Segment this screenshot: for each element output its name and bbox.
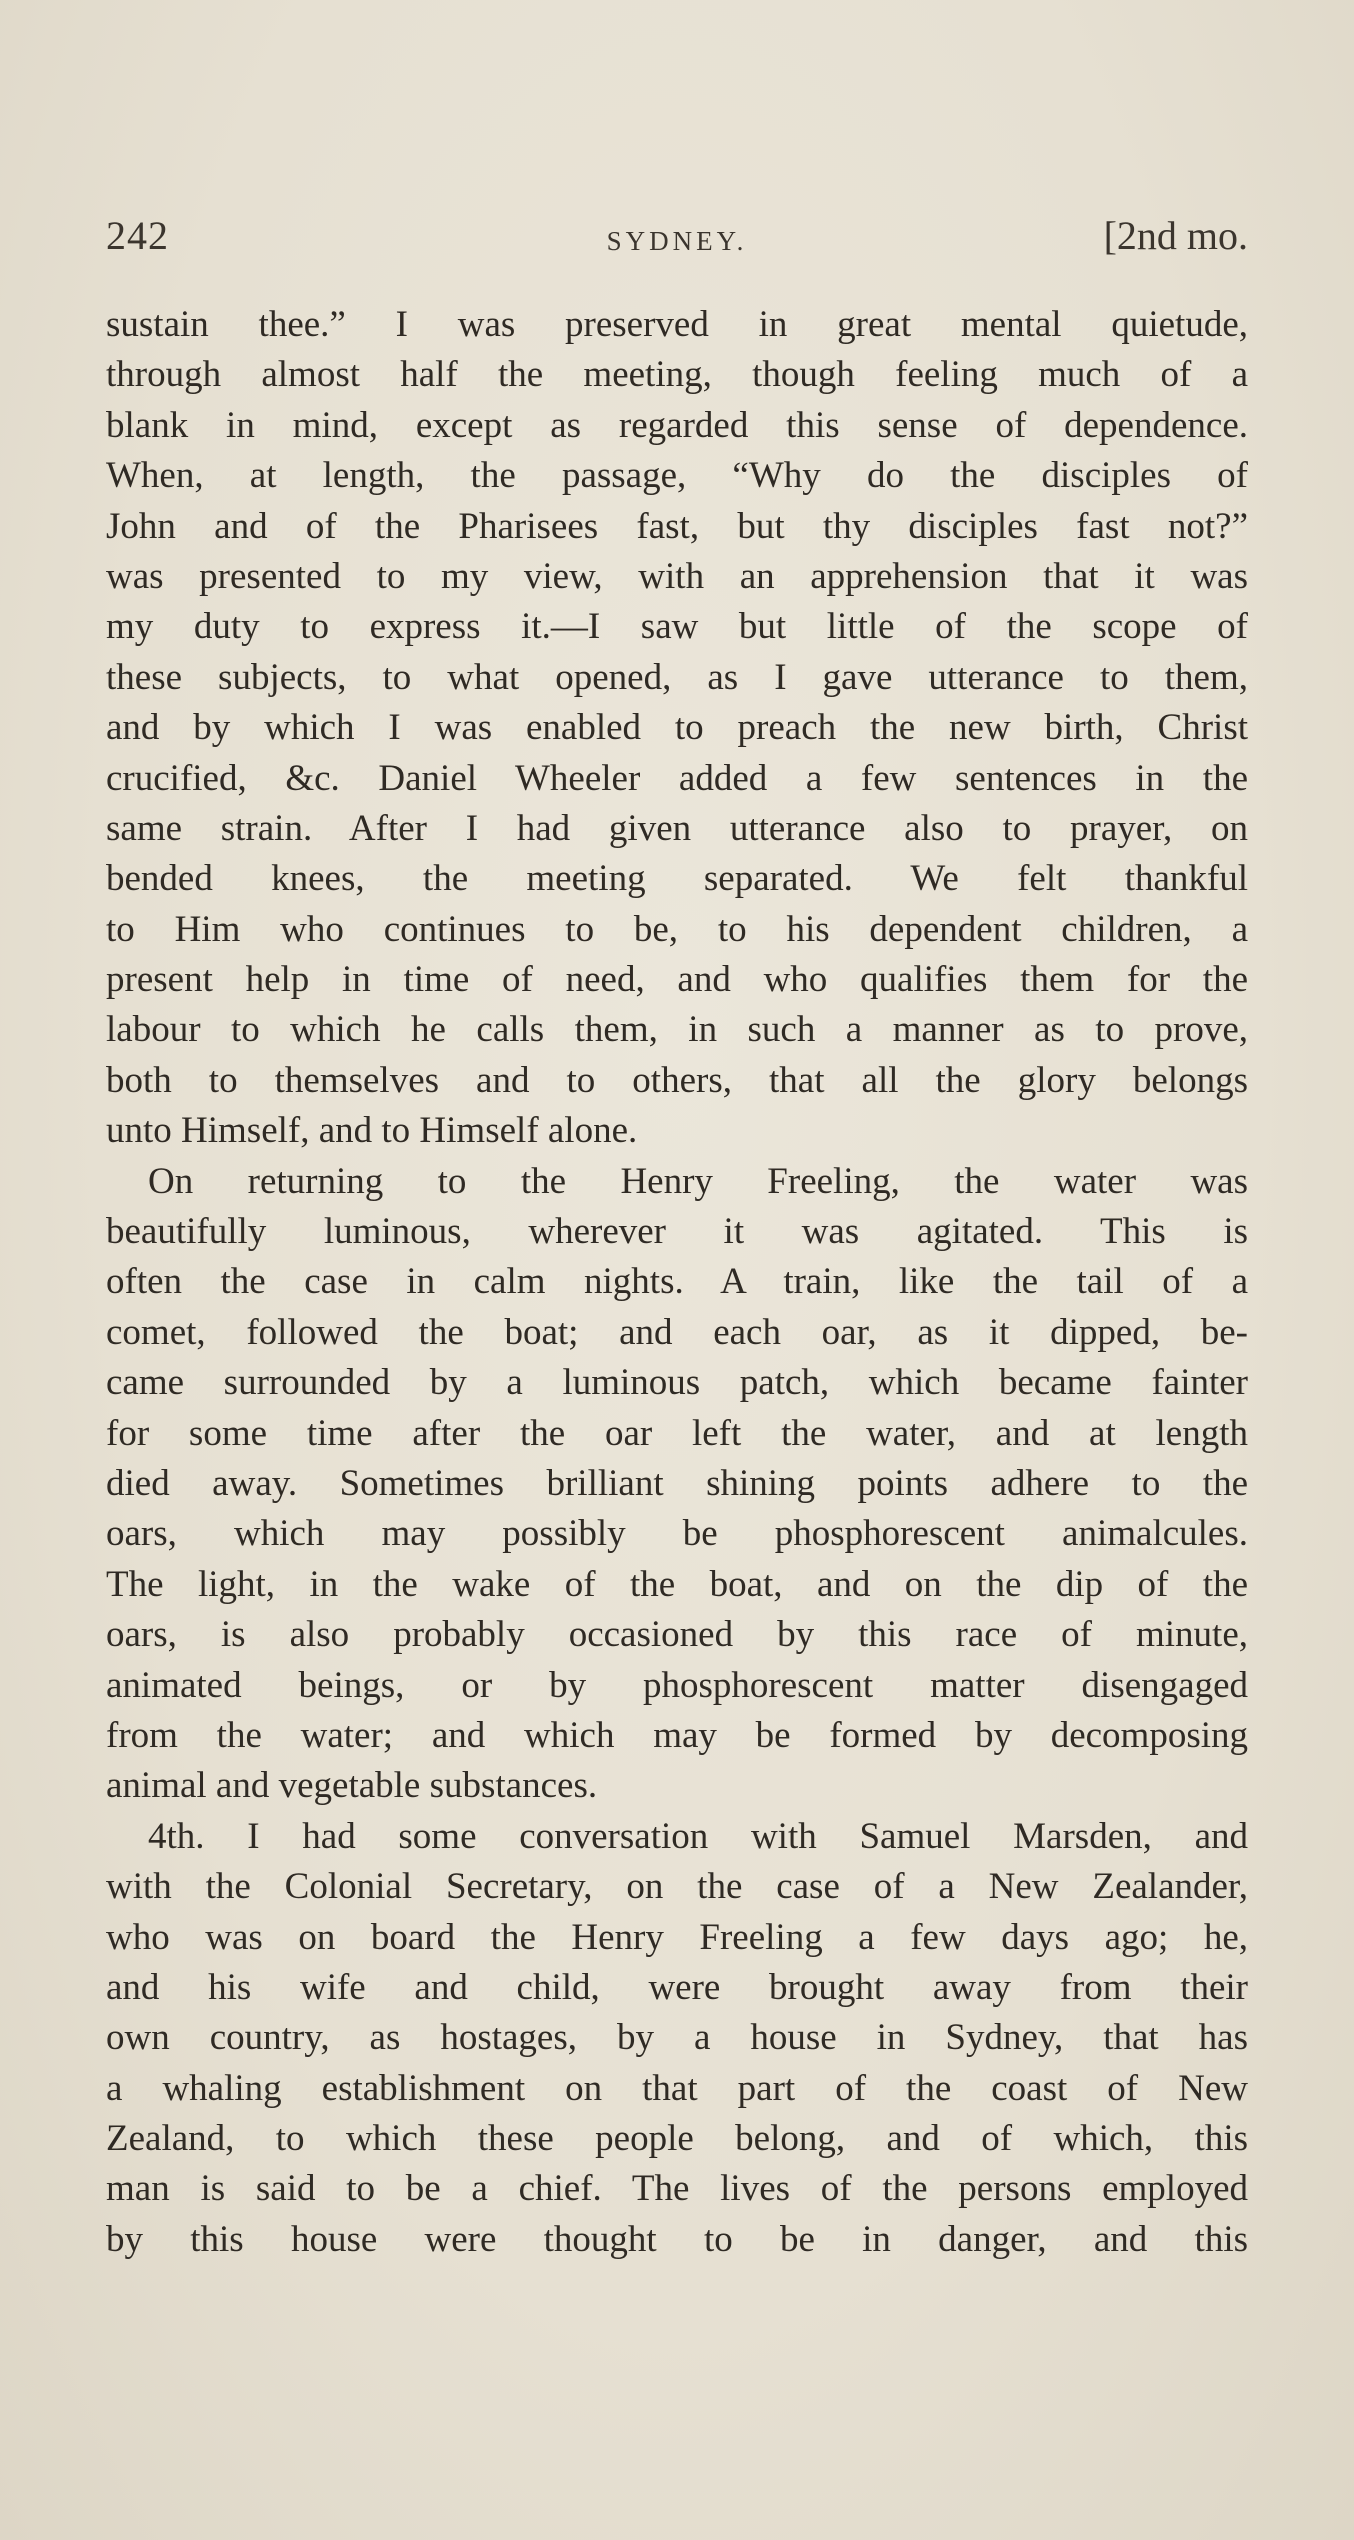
text-line: to Him who continues to be, to his dependent children, a <box>106 908 1248 950</box>
text-line: was presented to my view, with an apprehension that it was <box>106 555 1248 597</box>
text-line: with the Colonial Secretary, on the case of a New Zealander, <box>106 1866 1248 1908</box>
paragraph-start: On returning to the Henry Freeling, the water was <box>148 1160 1248 1202</box>
text-line: blank in mind, except as regarded this sense of dependence. <box>106 404 1248 446</box>
body-text <box>106 300 1248 2265</box>
text-line: When, at length, the passage, “Why do the disciples of <box>106 455 1248 497</box>
text-line: unto Himself, and to Himself alone. <box>106 1110 638 1152</box>
text-line: by this house were thought to be in danger, and this <box>106 2218 1248 2260</box>
text-line: through almost half the meeting, though feeling much of a <box>106 354 1248 396</box>
text-line: died away. Sometimes brilliant shining points adhere to the <box>106 1462 1248 1504</box>
text-line: often the case in calm nights. A train, like the tail of a <box>106 1261 1248 1303</box>
text-line: John and of the Pharisees fast, but thy disciples fast not?” <box>106 505 1248 547</box>
text-line: both to themselves and to others, that all the glory belongs <box>106 1059 1248 1101</box>
text-line: same strain. After I had given utterance also to prayer, on <box>106 807 1248 849</box>
text-line: comet, followed the boat; and each oar, as it dipped, be- <box>106 1311 1248 1353</box>
text-line: and by which I was enabled to preach the new birth, Christ <box>106 707 1248 749</box>
text-line: oars, which may possibly be phosphorescent animalcules. <box>106 1513 1248 1555</box>
text-line: oars, is also probably occasioned by this race of minute, <box>106 1614 1248 1656</box>
running-title: SYDNEY. <box>606 226 748 256</box>
text-line: who was on board the Henry Freeling a few days ago; he, <box>106 1916 1248 1958</box>
text-line: man is said to be a chief. The lives of the persons employed <box>106 2168 1248 2210</box>
text-line: The light, in the wake of the boat, and on the dip of the <box>106 1563 1248 1605</box>
text-line: own country, as hostages, by a house in Sydney, that has <box>106 2017 1248 2059</box>
text-line: Zealand, to which these people belong, and of which, this <box>106 2118 1248 2160</box>
paragraph-start: 4th. I had some conversation with Samuel Marsden, and <box>148 1815 1248 1857</box>
page-header <box>106 212 1248 272</box>
text-line: came surrounded by a luminous patch, which became fainter <box>106 1362 1248 1404</box>
text-line: labour to which he calls them, in such a manner as to prove, <box>106 1009 1248 1051</box>
text-line: these subjects, to what opened, as I gave utterance to them, <box>106 656 1248 698</box>
section-label: [2nd mo. <box>1103 213 1248 258</box>
text-line: for some time after the oar left the water, and at length <box>106 1412 1248 1454</box>
text-line: animated beings, or by phosphorescent matter disengaged <box>106 1664 1248 1706</box>
text-line: from the water; and which may be formed by decomposing <box>106 1714 1248 1756</box>
text-line: bended knees, the meeting separated. We felt thankful <box>106 858 1248 900</box>
text-line: animal and vegetable substances. <box>106 1765 598 1807</box>
text-line: crucified, &c. Daniel Wheeler added a few sentences in the <box>106 757 1248 799</box>
text-line: and his wife and child, were brought away from their <box>106 1966 1248 2008</box>
text-line: sustain thee.” I was preserved in great mental quietude, <box>106 304 1248 345</box>
text-line: present help in time of need, and who qualifies them for the <box>106 959 1248 1001</box>
text-line: my duty to express it.—I saw but little of the scope of <box>106 606 1248 648</box>
text-line: a whaling establishment on that part of the coast of New <box>106 2067 1248 2109</box>
page-number: 242 <box>106 213 169 258</box>
text-line: beautifully luminous, wherever it was agitated. This is <box>106 1211 1248 1253</box>
